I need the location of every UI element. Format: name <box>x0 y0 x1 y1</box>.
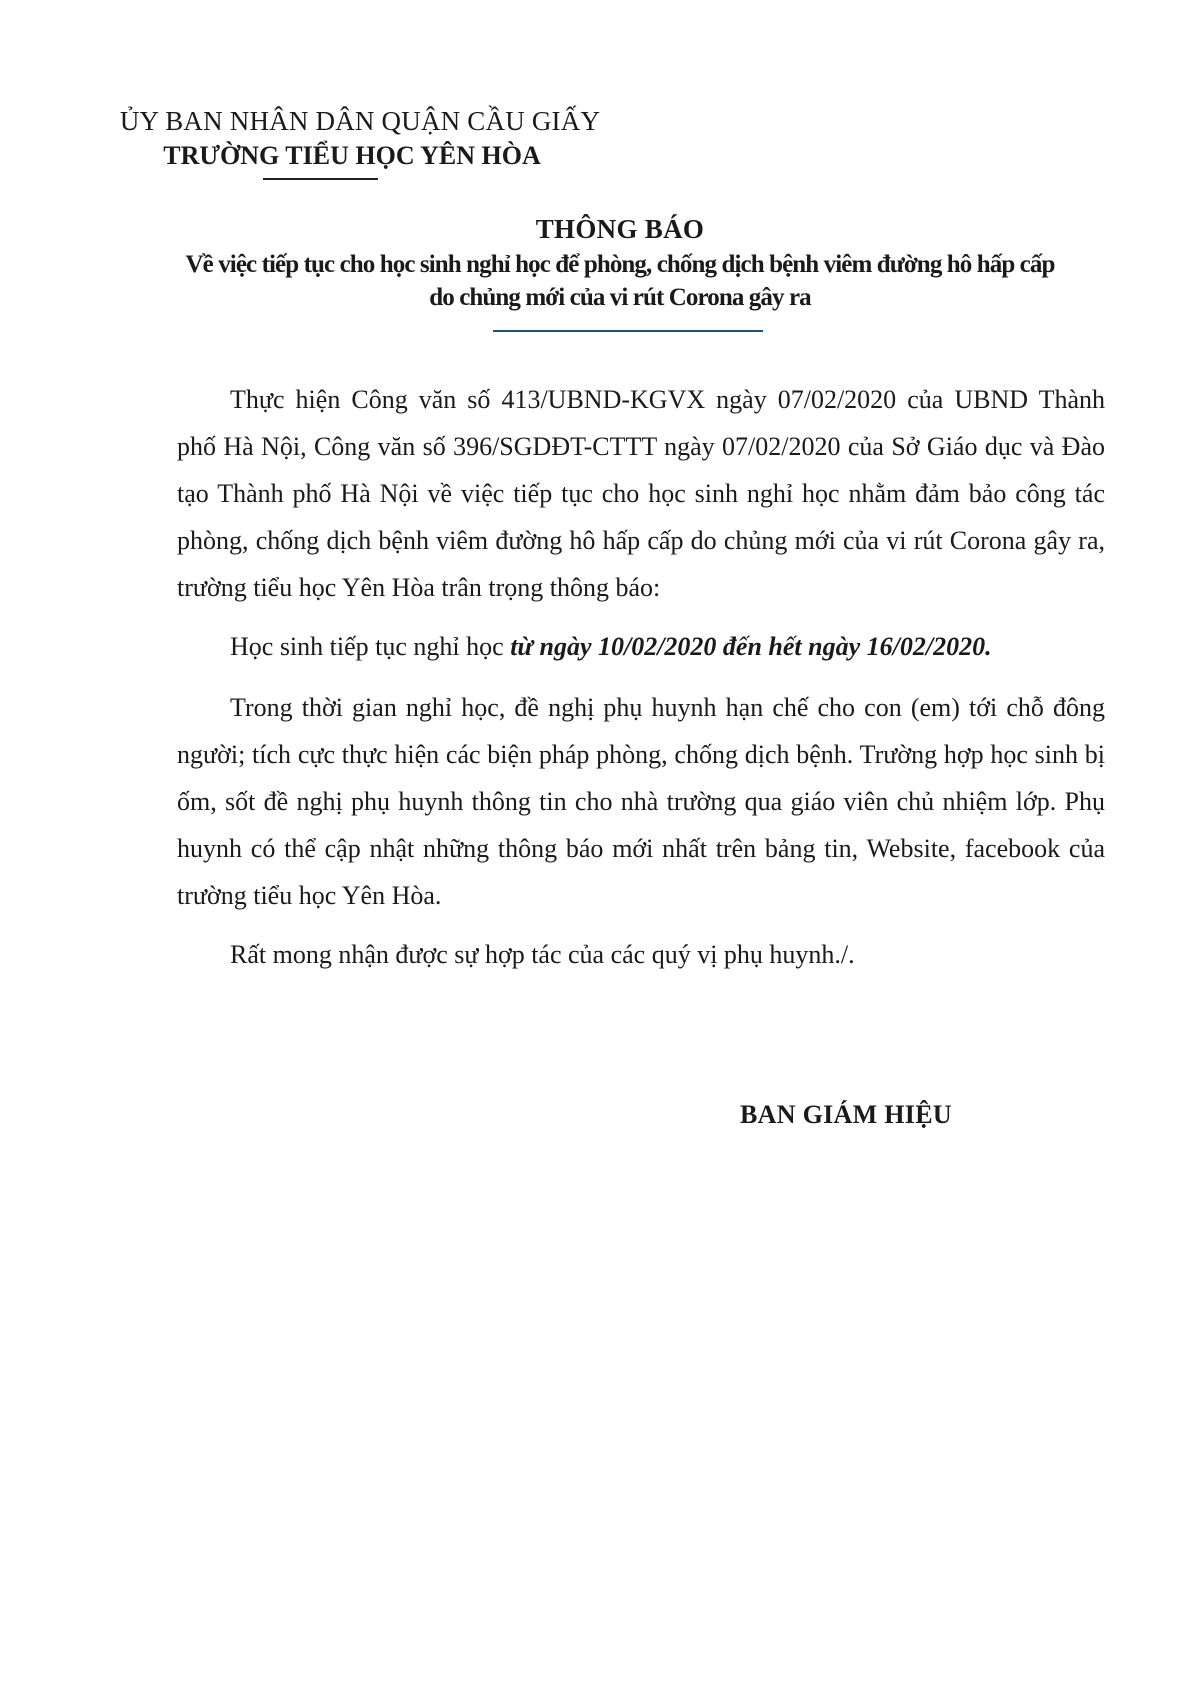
school-name: TRƯỜNG TIỂU HỌC YÊN HÒA <box>163 141 541 170</box>
body-paragraph-closure-dates <box>177 623 1105 670</box>
signature-board: BAN GIÁM HIỆU <box>740 1100 952 1129</box>
notice-title: THÔNG BÁO <box>535 214 705 244</box>
notice-body <box>177 376 1105 990</box>
closure-lead-text: Học sinh tiếp tục nghỉ học <box>230 632 511 661</box>
notice-subject-line-2: do chủng mới của vi rút Corona gây ra <box>429 284 811 311</box>
school-name-underline <box>263 178 378 180</box>
body-paragraph-closing: Rất mong nhận được sự hợp tác của các quý vị phụ huynh./. <box>230 940 855 969</box>
notice-title-block <box>140 210 1100 314</box>
closure-date-range: từ ngày 10/02/2020 đến hết ngày 16/02/2020. <box>510 632 992 661</box>
notice-subject-line-1: Về việc tiếp tục cho học sinh nghỉ học để phòng, chống dịch bệnh viêm đường hô hấp cấp <box>185 251 1055 278</box>
subject-underline <box>493 330 763 332</box>
authority-name: ỦY BAN NHÂN DÂN QUẬN CẦU GIẤY <box>119 106 601 136</box>
issuing-authority-block <box>110 104 610 174</box>
body-paragraph-parent-guidance: Trong thời gian nghỉ học, đề nghị phụ huynh hạn chế cho con (em) tới chỗ đông người; tích cực thực hiện các biện pháp phòng, chống dịch bệnh. Trường hợp học sinh bị ốm, sốt đề nghị phụ huynh thông tin cho nhà trường qua giáo viên chủ nhiệm lớp. Phụ huynh có thể cập nhật những thông báo mới nhất trên bảng tin, Website, facebook của trường tiểu học Yên Hòa. <box>177 693 1105 910</box>
body-paragraph-reference: Thực hiện Công văn số 413/UBND-KGVX ngày 07/02/2020 của UBND Thành phố Hà Nội, Công văn số 396/SGDĐT-CTTT ngày 07/02/2020 của Sở Giáo dục và Đào tạo Thành phố Hà Nội về việc tiếp tục cho học sinh nghỉ học nhằm đảm bảo công tác phòng, chống dịch bệnh viêm đường hô hấp cấp do chủng mới của vi rút Corona gây ra, trường tiểu học Yên Hòa trân trọng thông báo: <box>177 385 1105 602</box>
